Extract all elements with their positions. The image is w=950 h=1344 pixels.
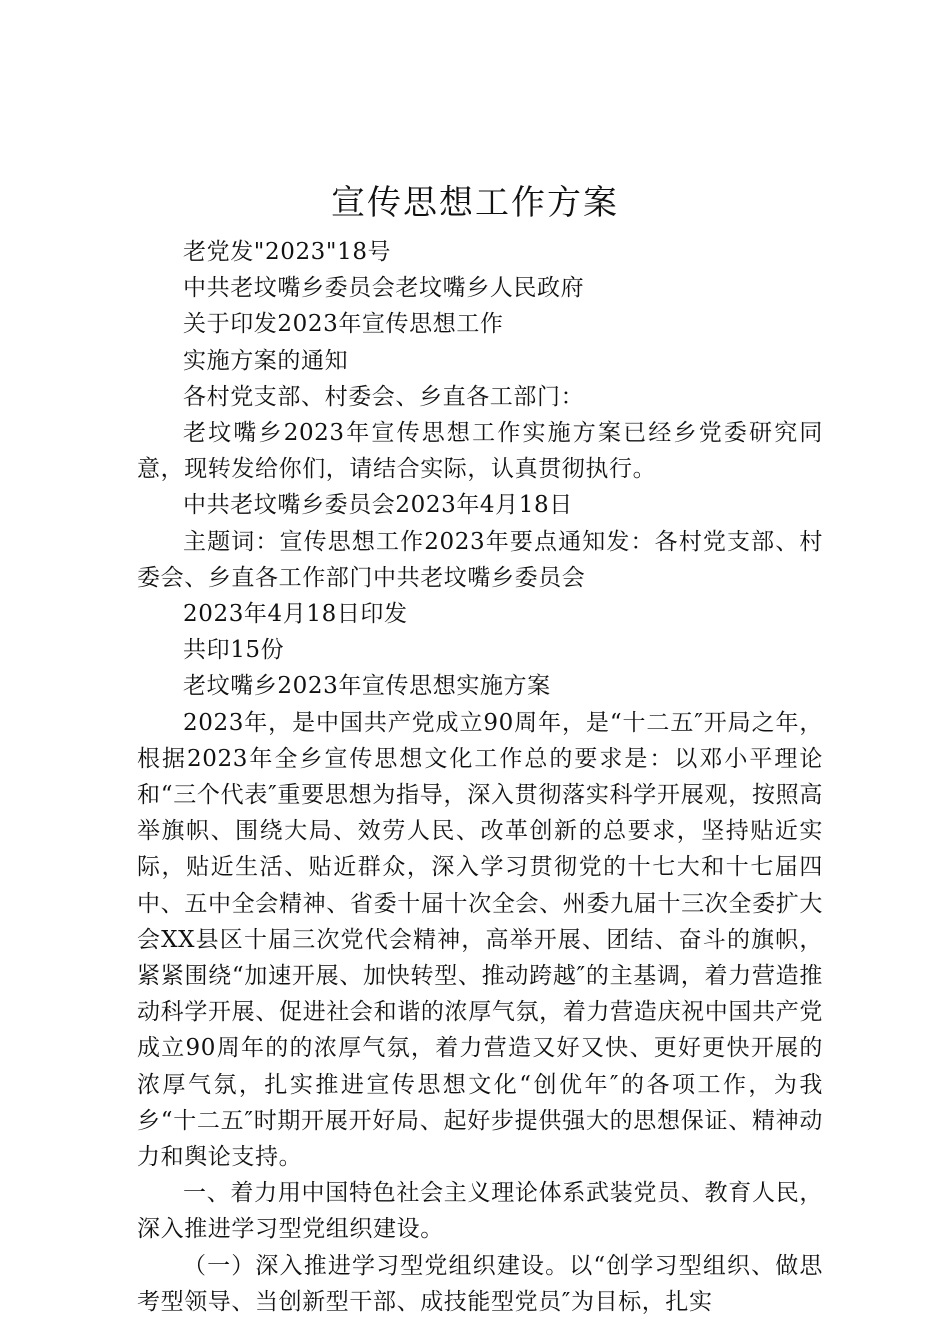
copies-count: 共印15份 bbox=[183, 637, 285, 664]
document-title: 宣传思想工作方案 bbox=[331, 183, 619, 223]
issuing-authority: 中共老坟嘴乡委员会老坟嘴乡人民政府 bbox=[183, 275, 585, 302]
notice-body: 老坟嘴乡2023年宣传思想工作实施方案已经乡党委研究同意，现转发给你们，请结合实际，认真贯彻执行。 bbox=[137, 420, 823, 483]
signature-date: 中共老坟嘴乡委员会2023年4月18日 bbox=[183, 492, 573, 519]
document-body bbox=[137, 234, 823, 1320]
plan-title: 老坟嘴乡2023年宣传思想实施方案 bbox=[183, 673, 551, 700]
subject-terms: 主题词：宣传思想工作2023年要点通知发：各村党支部、村委会、乡直各工作部门中共老坟嘴乡委员会 bbox=[137, 528, 823, 591]
recipients: 各村党支部、村委会、乡直各工部门： bbox=[183, 383, 585, 410]
plan-intro-paragraph: 2023年，是中国共产党成立90周年，是“十二五″开局之年，根据2023年全乡宣传思想文化工作总的要求是：以邓小平理论和“三个代表″重要思想为指导，深入贯彻落实科学开展观，按照高举旗帜、围绕大局、效劳人民、改革创新的总要求，坚持贴近实际，贴近生活、贴近群众，深入学习贯彻党的十七大和十七届四中、五中全会精神、省委十届十次全会、州委九届十三次全委扩大会XX县区十届三次党代会精神，高举开展、团结、奋斗的旗帜，紧紧围绕“加速开展、加快转型、推动跨越″的主基调，着力营造推动科学开展、促进社会和谐的浓厚气氛，着力营造庆祝中国共产党成立90周年的的浓厚气氛，着力营造又好又快、更好更快开展的浓厚气氛，扎实推进宣传思想文化“创优年″的各项工作，为我乡“十二五″时期开展开好局、起好步提供强大的思想保证、精神动力和舆论支持。 bbox=[137, 709, 823, 1171]
section-one-heading: 一、着力用中国特色社会主义理论体系武装党员、教育人民，深入推进学习型党组织建设。 bbox=[137, 1180, 823, 1243]
subsection-one-paragraph: （一）深入推进学习型党组织建设。以“创学习型组织、做思考型领导、当创新型干部、成技能型党员″为目标，扎实 bbox=[137, 1252, 823, 1315]
notice-title-line-1: 关于印发2023年宣传思想工作 bbox=[183, 311, 504, 338]
document-number: 老党发"2023"18号 bbox=[183, 239, 392, 265]
notice-title-line-2: 实施方案的通知 bbox=[183, 347, 349, 374]
print-date: 2023年4月18日印发 bbox=[183, 601, 408, 628]
